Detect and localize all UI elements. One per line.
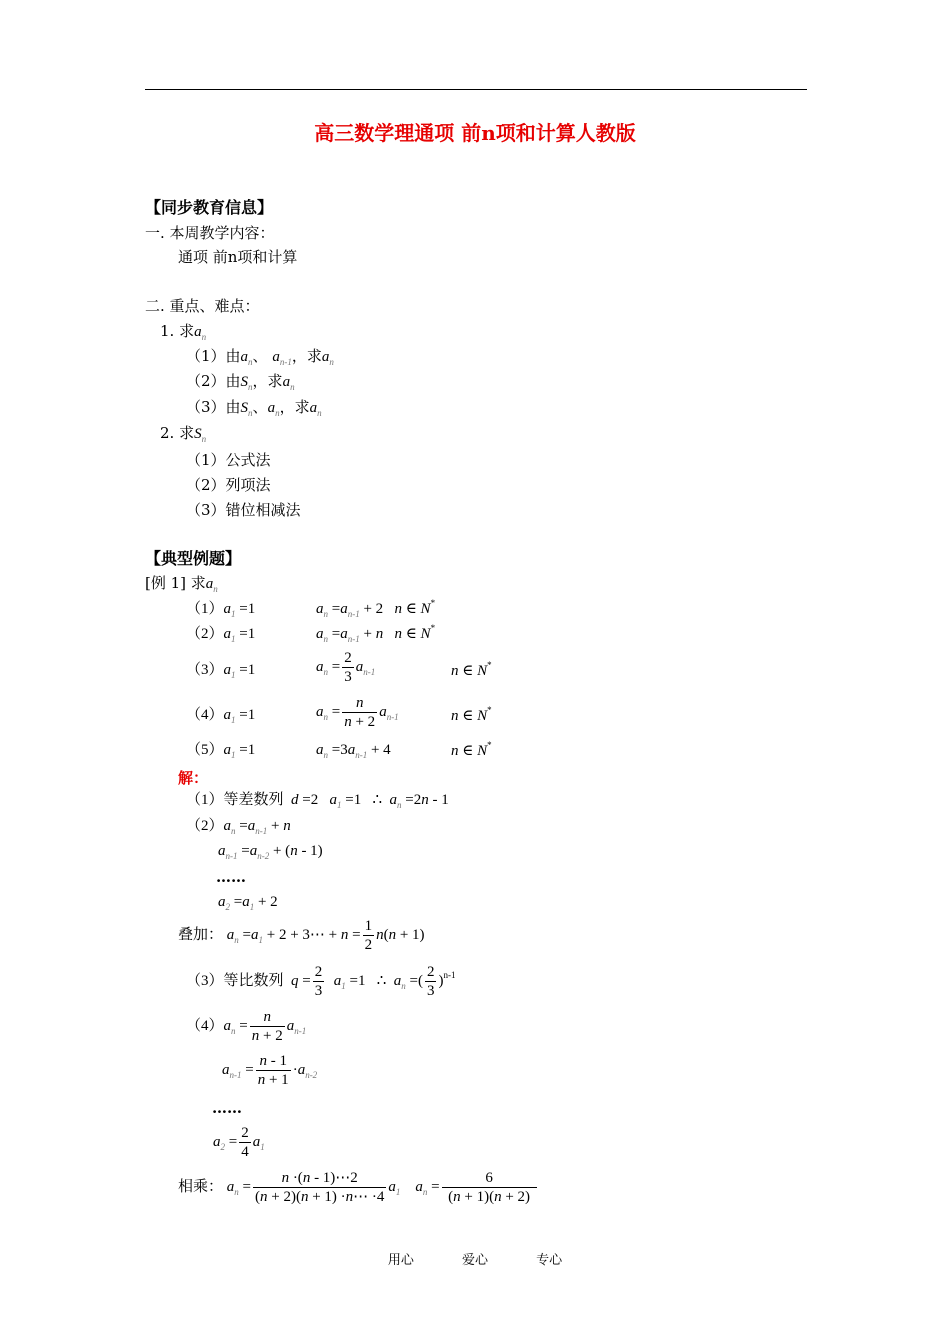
example-1-case-5: $(5)a_1 =1$ [186, 742, 256, 760]
header-rule [145, 89, 807, 90]
key-item-1-sub-2: （2）由$S_n$，求$a_n$ [186, 372, 295, 392]
solution-4-line-3: $a_2$ = $\frac{2}{4}$ $a_1$ [213, 1125, 265, 1160]
examples-heading: 【典型例题】 [145, 549, 242, 568]
key-item-1-sub-1: （1）由$a_n$、 $a_{n-1}$，求$a_n$ [186, 347, 334, 367]
solution-4-line-2: $a_{n-1}$ = $\frac{n - 1}{n + 1}$ $\cdot a_{n-2}$ [222, 1053, 318, 1088]
example-1-case-3: $(3)a_1 =1$ [186, 662, 256, 680]
solution-2-ellipsis: …… [216, 868, 246, 886]
solution-4-product: 相乘： $a_n$ = $\frac{n \cdot(n - 1)\cdots 2}{(n + 2)(n + 1) \cdot n\cdots \cdot 4}$ $a_1$ $a_n$ = $\frac{6}{(n + 1)(n + 2)}$ [178, 1169, 539, 1206]
key-item-2: 2. 求$S_n$ [160, 424, 207, 444]
key-points-label: 二. 重点、难点： [145, 297, 260, 315]
example-1-case-4-domain: n ∈ N* [451, 705, 492, 724]
footer-item-1: 用心 [387, 1253, 414, 1268]
solution-4-ellipsis: …… [212, 1099, 242, 1117]
content-text: 通项 前n项和计算 [178, 248, 298, 266]
example-1-case-1: $(1)a_1 =1$ [186, 601, 256, 619]
key-item-2-sub-3: （3）错位相减法 [186, 501, 301, 519]
footer-item-2: 爱心 [461, 1253, 488, 1268]
footer-item-3: 专心 [536, 1253, 563, 1268]
solution-2-sum: 叠加： $a_n =a_1 + 2$ + 3⋯ + n = $\frac{1}{2}$ n(n + 1) [178, 918, 425, 953]
key-item-2-sub-1: （1）公式法 [186, 451, 271, 469]
page-title: 高三数学理通项 前n项和计算人教版 [314, 121, 636, 145]
sync-info-heading: 【同步教育信息】 [145, 198, 274, 217]
example-1-case-2-formula: $a_n =a_{n-1} + n$ n ∈ N* [316, 623, 436, 644]
solution-2-line-2: $a_{n-1} =a_{n-2} + (n - 1)$ [218, 843, 323, 861]
solution-label: 解： [178, 769, 209, 787]
example-1-label: [例 1] 求$a_n$ [145, 574, 218, 594]
key-item-1-sub-3: （3）由$S_n$、$a_n$，求$a_n$ [186, 398, 322, 418]
solution-3: （3）等比数列 q = $\frac{2}{3}$ $a_1 =1$ ∴ $a_n$ =( $\frac{2}{3}$ )$^{n-1}$ [186, 964, 456, 999]
example-1-case-5-formula: $a_n =3a_{n-1} + 4$ [316, 742, 391, 760]
example-1-case-3-formula: $a_n$ = $\frac{2}{3}$ $a_{n-1}$ [316, 650, 376, 685]
key-item-2-sub-2: （2）列项法 [186, 476, 271, 494]
key-item-1: 1. 求$a_n$ [160, 322, 207, 342]
example-1-case-5-domain: n ∈ N* [451, 740, 492, 759]
example-1-case-4-formula: $a_n$ = $\frac{n}{n + 2}$ $a_{n-1}$ [316, 695, 399, 730]
example-1-case-2: $(2)a_1 =1$ [186, 626, 256, 644]
example-1-case-4: $(4)a_1 =1$ [186, 707, 256, 725]
solution-1: （1）等差数列 d =2 $a_1 =1$ ∴ $a_n =2n - 1$ [186, 792, 449, 810]
example-1-case-1-formula: $a_n =a_{n-1} + 2$ n ∈ N* [316, 598, 436, 619]
example-1-case-3-domain: n ∈ N* [451, 660, 492, 679]
solution-2-line-3: $a_2 =a_1 + 2$ [218, 894, 278, 912]
content-label: 一. 本周教学内容： [145, 224, 275, 242]
solution-2-line-1: $(2)a_n =a_{n-1} + n$ [186, 818, 291, 836]
footer [0, 1249, 950, 1268]
solution-4-line-1: $(4)a_n$ = $\frac{n}{n + 2}$ $a_{n-1}$ [186, 1009, 307, 1044]
